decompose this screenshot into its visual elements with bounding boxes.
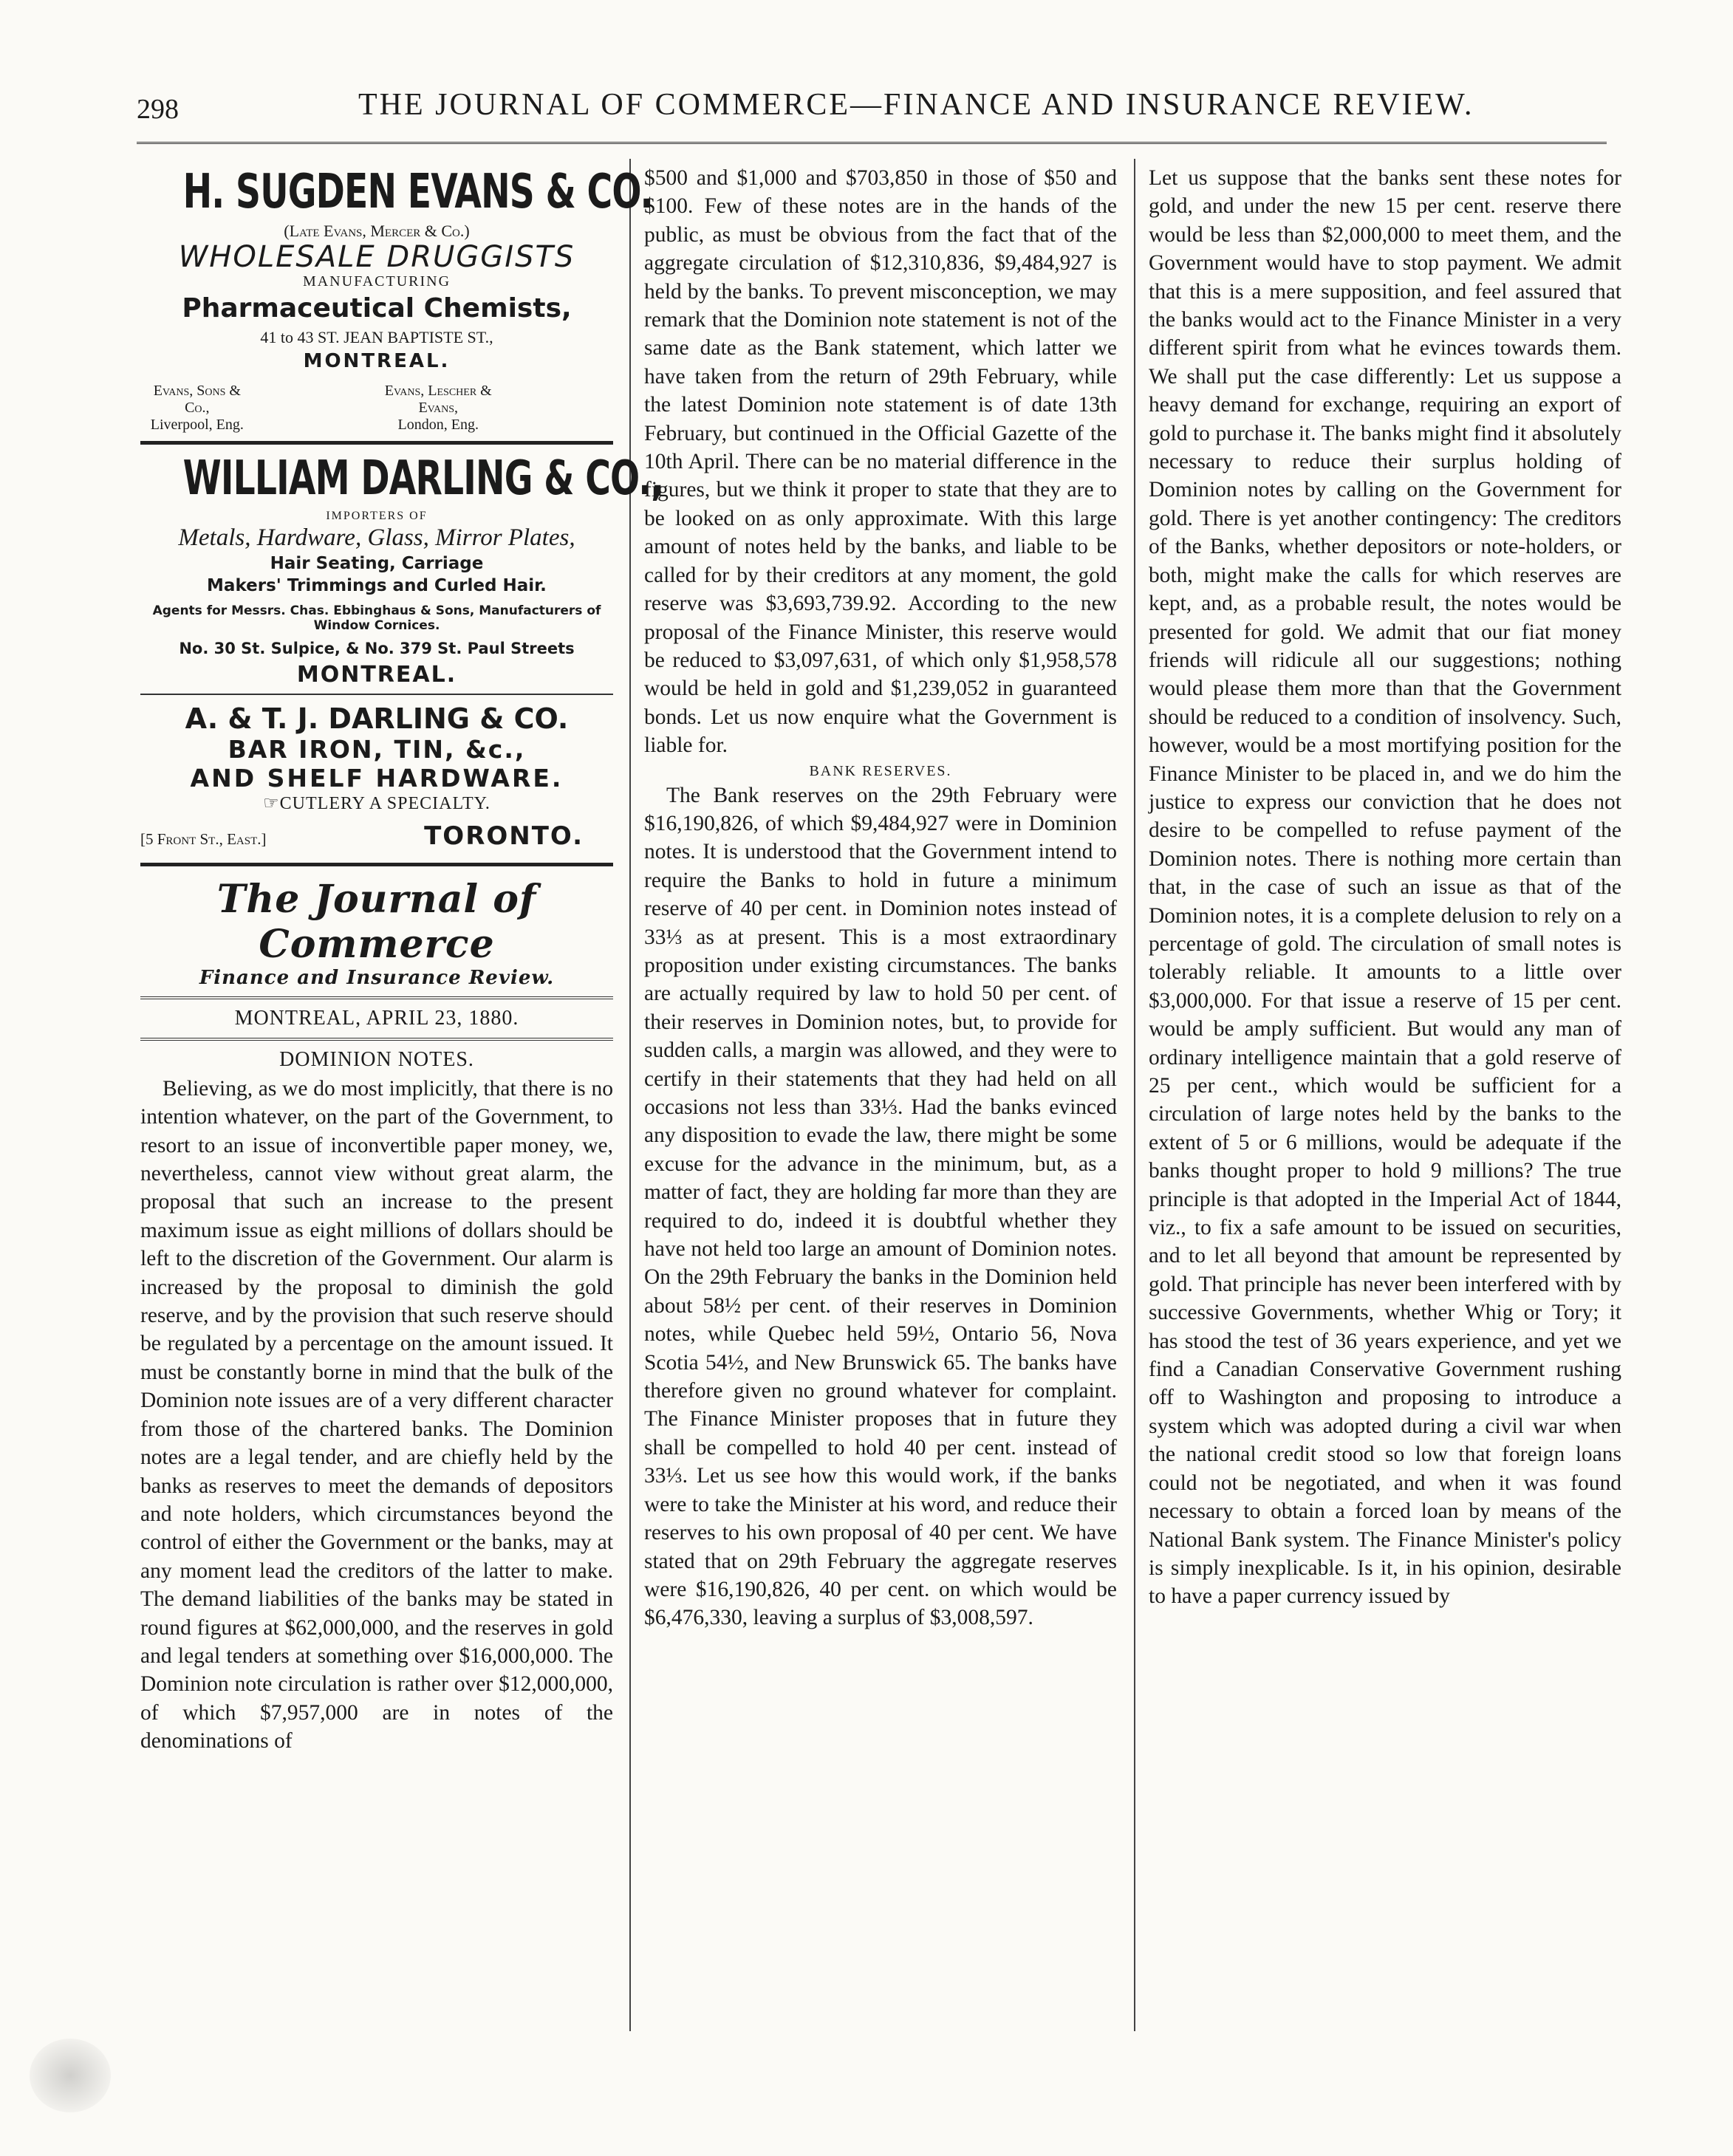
ad-city: MONTREAL. (303, 350, 451, 372)
ad-william-darling (140, 451, 664, 688)
ad-sugden-evans (140, 165, 653, 434)
ad-firm-name: WILLIAM DARLING & CO., (182, 451, 664, 506)
article-subheading: BANK RESERVES. (809, 762, 952, 779)
ad-address-row (140, 821, 613, 851)
header-rule (137, 142, 1607, 144)
article-heading: DOMINION NOTES. (279, 1047, 474, 1071)
article-paragraph: The Bank reserves on the 29th February were $16,190,826, of which $9,484,927 were in Dominion notes. It is understood that the Government intend to require the Banks to hold in future a minimum reserve of 40 per cent. in Dominion notes instead of 33⅓ as at present. This is a most extraordinary proposition under existing circumstances. The banks are actually required by law to hold 50 per cent. of their reserves in Dominion notes, but, to provide for sudden calls, a margin was allowed, and they were to certify in their statements that they had held on all occasions not less than 33⅓. Had the banks evinced any disposition to evade the law, there might be some excuse for the advance in the minimum, but, as a matter of fact, they are holding far more than they are required to do, indeed it is doubtful whether they have not held too large an amount of Dominion notes. On the 29th February the banks in the Dominion held about 58½ per cent. of their reserves in Dominion notes, while Quebec held 59½, Ontario 56, Nova Scotia 54½, and New Brunswick 65. The banks have therefore given no ground whatever for complaint. The Finance Minister proposes that in future they shall be compelled to hold 40 per cent. instead of 33⅓. Let us see how this would work, if the banks were to take the Minister at his word, and reduce their reserves to his own proposal of 40 per cent. We have stated that on 29th February the aggregate reserves were $16,190,826, 40 per cent. on which would be $6,476,330, leaving a surplus of $3,008,597. (644, 783, 1117, 1630)
ad-agents: Agents for Messrs. Chas. Ebbinghaus & Sons, Manufacturers of Window Cornices. (152, 603, 601, 634)
article-column-1 (140, 1075, 613, 1756)
branch-left-city: Liverpool, Eng. (150, 417, 244, 433)
ad-firm-name: H. SUGDEN EVANS & CO. (182, 165, 653, 219)
masthead (140, 877, 613, 1041)
ad-atj-darling (140, 702, 613, 851)
column-middle (644, 164, 1117, 1632)
ad-late-name: (Late Evans, Mercer & Co.) (284, 222, 470, 240)
ad-divider (140, 441, 613, 445)
article-paragraph: Believing, as we do most implicitly, that there is no intention whatever, on the part of the Government, to resort to an issue of inconvertible paper money, we, nevertheless, cannot view without great alarm, the proposal that such an increase to the present maximum issue as eight millions of dollars should be left to the discretion of the Government. Our alarm is increased by the proposal to diminish the gold reserve, and by the provision that such reserve should be regulated by a percentage on the amount issued. It must be constantly borne in mind that the bulk of the Dominion note issues are of a very different character from those of the chartered banks. The Dominion notes are a legal tender, and are chiefly held by the banks as reserves to meet the demands of depositors and note holders, which circumstances beyond the control of either the Government or the banks, may at any moment lead the creditors of the latter to make. The demand liabilities of the banks may be stated in round figures at $62,000,000, and the reserves in gold and legal tenders at something over $16,000,000. The Dominion note circulation is rather over $12,000,000, of which $7,957,000 are in notes of the denominations of (140, 1076, 613, 1753)
masthead-rule (140, 996, 613, 999)
ad-line-2: AND SHELF HARDWARE. (190, 763, 564, 793)
column-left (140, 164, 664, 1756)
page-smudge (30, 2039, 111, 2112)
branch-right-city: London, Eng. (397, 417, 479, 433)
ad-branches (140, 383, 613, 434)
masthead-title: The Journal of Commerce (216, 876, 537, 967)
ad-goods: Metals, Hardware, Glass, Mirror Plates, (178, 524, 575, 551)
ad-address: [5 Front St., East.] (140, 829, 267, 848)
page-number: 298 (137, 94, 179, 125)
ad-line-3: ☞CUTLERY A SPECIALTY. (263, 793, 490, 813)
ad-divider (140, 694, 613, 695)
ad-goods-3: Makers' Trimmings and Curled Hair. (207, 576, 547, 596)
column-rule-1 (629, 159, 631, 2031)
branch-left-name: Evans, Sons & Co., (153, 383, 241, 416)
branch-right-name: Evans, Lescher & Evans, (384, 383, 492, 416)
column-right (1149, 164, 1621, 1611)
ad-line-1: BAR IRON, TIN, &c., (228, 734, 526, 764)
running-head: THE JOURNAL OF COMMERCE—FINANCE AND INSURANCE REVIEW. (358, 88, 1474, 122)
ad-city: TORONTO. (424, 821, 584, 851)
article-column-2 (644, 164, 1117, 760)
article-column-2b (644, 781, 1117, 1632)
ad-trade: WHOLESALE DRUGGISTS (178, 240, 575, 274)
ad-goods-2: Hair Seating, Carriage (270, 554, 484, 574)
ad-address: No. 30 St. Sulpice, & No. 379 St. Paul Streets (179, 639, 575, 657)
page-header (137, 87, 1629, 131)
dateline: MONTREAL, APRIL 23, 1880. (234, 1006, 519, 1030)
article-paragraph: Let us suppose that the banks sent these notes for gold, and under the new 15 per cent. reserve there would be less than $2,000,000 to meet them, and the Government would have to stop payment. We admit that this is a mere supposition, and feel assured that the banks would act to the Finance Minister in a very different spirit from what he evinces towards them. We shall put the case differently: Let us suppose a heavy demand for exchange, requiring an export of gold to purchase it. The banks might find it absolutely necessary to reduce their surplus holding of Dominion notes by calling on the Government for gold. There is yet another contingency: The creditors of the Banks, whether depositors or note-holders, or both, might make the calls for which reserves are kept, and, as a probable result, the notes would be presented for gold. We admit that our fiat money friends will ridicule all our suggestions; nothing would please them more than that the Government should be reduced to a condition of insolvency. Such, however, would be a most mortifying position for the Finance Minister to be placed in, and we do him the justice to express our conviction that he does not desire to be compelled to refuse payment of the Dominion notes. There is nothing more certain than that, in the case of such an issue as that of the Dominion notes, it is a complete delusion to rely on a percentage of gold. The circulation of small notes is tolerably reliable. It amounts to a little over $3,000,000. For that issue a reserve of 15 per cent. would be amply sufficient. But would any man of ordinary intelligence maintain that a gold reserve of 25 per cent., which would be sufficient for a circulation of large notes held by the banks to the extent of 5 or 6 millions, would be adequate if the banks thought proper to hold 9 millions? The true principle is that adopted in the Imperial Act of 1844, viz., to fix a safe amount to be issued on securities, and to let all beyond that amount be represented by gold. That principle has never been interfered with by successive Governments, whether Whig or Tory; it has stood the test of 36 years experience, and yet we find a Canadian Conservative Government rushing off to Washington and proposing to introduce a system which was adopted during a civil war when the national credit stood so low that foreign loans could not be negotiated, and when it was found necessary to obtain a forced loan by means of the National Bank system. The Finance Minister's policy is simply inexplicable. Is it, in his opinion, desirable to have a paper currency issued by (1149, 166, 1621, 1609)
article-column-3 (1149, 164, 1621, 1611)
article-paragraph: $500 and $1,000 and $703,850 in those of $50 and $100. Few of these notes are in the hands of the public, as must be obvious from the fact that of the aggregate circulation of $12,310,836, $9,484,927 is held by the banks. To prevent misconception, we may remark that the Dominion note statement is not of the same date as the Bank statement, which latter we have taken from the return of 29th February, while the latest Dominion note statement is of date 13th February, but continued in the Official Gazette of the 10th April. There can be no material difference in the figures, but we think it proper to state that they are to be looked on as only approximate. With this large amount of notes held by the banks, and liable to be called for by their creditors at any moment, the gold reserve was $3,693,739.92. According to the new proposal of the Finance Minister, this reserve would be reduced to $3,097,631, of which only $1,958,578 would be held in gold and $1,239,052 in guaranteed bonds. Let us now enquire what the Government is liable for. (644, 166, 1117, 758)
ad-chemists: Pharmaceutical Chemists, (182, 293, 572, 324)
masthead-rule-top (140, 863, 613, 866)
column-rule-2 (1134, 159, 1135, 2031)
masthead-subtitle: Finance and Insurance Review. (199, 966, 555, 989)
ad-importers: IMPORTERS OF (326, 510, 428, 522)
ad-address: 41 to 43 ST. JEAN BAPTISTE ST., (260, 328, 493, 346)
ad-city: MONTREAL. (296, 661, 457, 688)
ad-manufacturing: MANUFACTURING (302, 273, 451, 290)
masthead-rule-bottom (140, 1038, 613, 1041)
ad-firm-name: A. & T. J. DARLING & CO. (185, 702, 569, 735)
